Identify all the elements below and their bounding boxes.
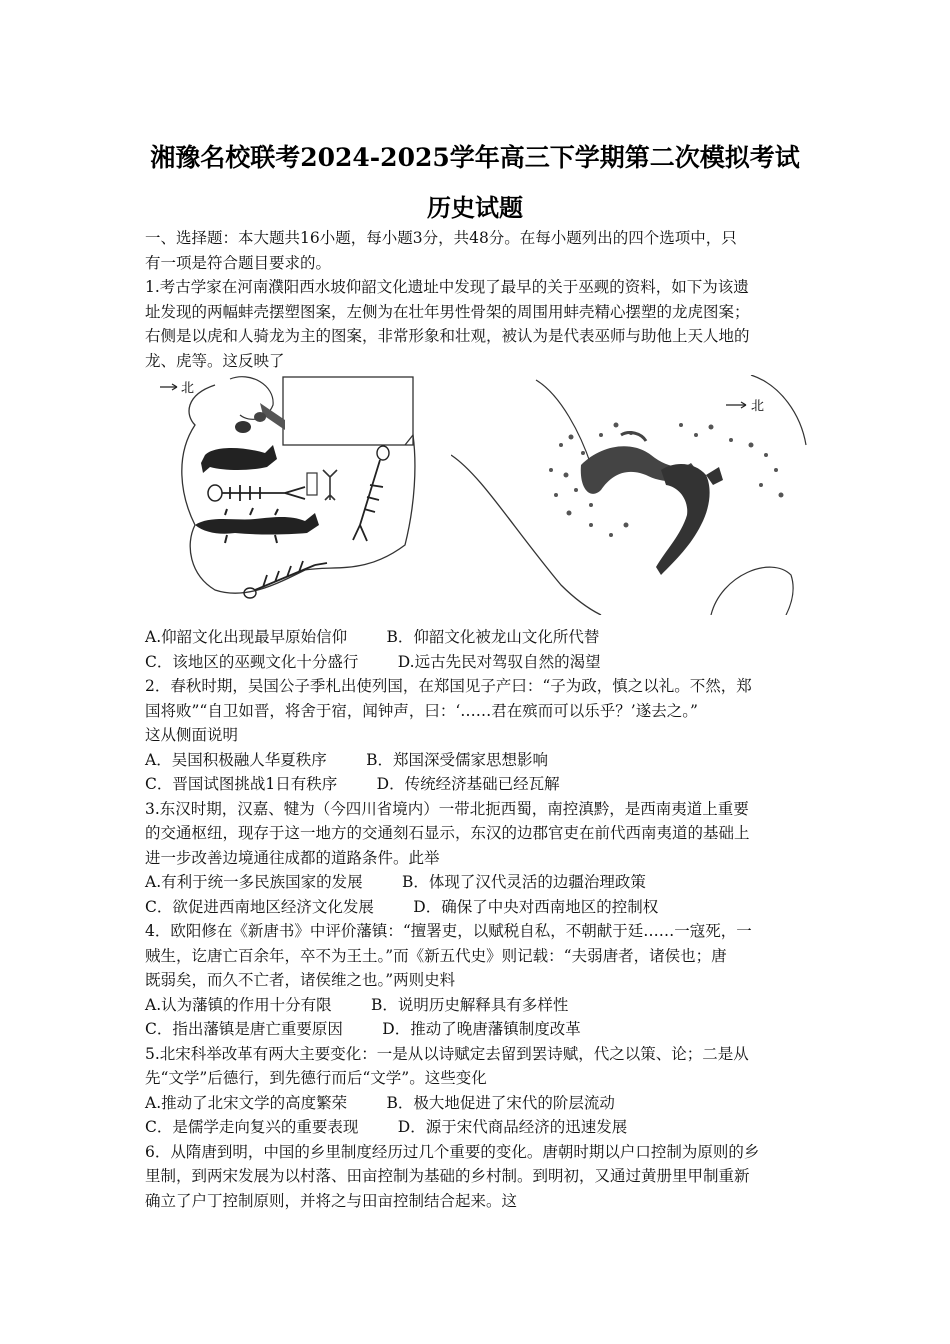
exam-body: [145, 226, 809, 1213]
question-1-line: 右侧是以虎和人骑龙为主的图案，非常形象和壮观，被认为是代表巫师与助他上天人地的: [145, 327, 750, 345]
north-label-left: 北: [181, 381, 195, 396]
exam-subtitle: 历史试题: [427, 193, 523, 222]
north-label-right: 北: [751, 399, 765, 414]
question-6-line: 6．从隋唐到明，中国的乡里制度经历过几个重要的变化。唐朝时期以户口控制为原则的乡: [145, 1142, 760, 1161]
question-5-option-row: C．是儒学走向复兴的重要表现 D．源于宋代商品经济的迅速发展: [145, 1118, 628, 1136]
question-1-line: 龙、虎等。这反映了: [145, 351, 285, 370]
question-2-line: 2．春秋时期，吴国公子季札出使列国，在郑国见子产曰：“子为政，慎之以礼。不然，郑: [145, 677, 752, 695]
question-6-line: 确立了户丁控制原则，并将之与田亩控制结合起来。这: [145, 1191, 518, 1210]
question-2-line: 这从侧面说明: [145, 726, 239, 744]
question-4-line: 既弱矣，而久不亡者，诸侯维之也。”两则史料: [145, 971, 456, 989]
question-6-line: 里制，到两宋发展为以村落、田亩控制为基础的乡村制。到明初，又通过黄册里甲制重新: [145, 1167, 750, 1185]
question-1-option-row: A.仰韶文化出现最早原始信仰 B．仰韶文化被龙山文化所代替: [145, 628, 600, 646]
section-instruction: 有一项是符合题目要求的。: [145, 253, 332, 272]
question-3-line: 的交通枢纽，现存于这一地方的交通刻石显示，东汉的边郡官吏在前代西南夷道的基础上: [145, 824, 750, 842]
question-2-line: 国将败”“自卫如晋，将舍于宿，闻钟声，曰：‘……君在殡而可以乐乎？’遂去之。”: [145, 701, 698, 720]
question-2-option-row: A．吴国积极融人华夏秩序 B．郑国深受儒家思想影响: [145, 750, 549, 769]
question-1-line: 1.考古学家在河南濮阳西水坡仰韶文化遗址中发现了最早的关于巫觋的资料，如下为该遗: [145, 278, 749, 296]
question-3-line: 进一步改善边境通往成都的道路条件。此举: [145, 848, 440, 867]
question-4-option-row: A.认为藩镇的作用十分有限 B．说明历史解释具有多样性: [145, 995, 569, 1014]
section-instruction: 一、选择题：本大题共16小题，每小题3分，共48分。在每小题列出的四个选项中，只: [145, 229, 737, 247]
question-5-line: 先“文学”后德行，到先德行而后“文学”。这些变化: [145, 1069, 487, 1087]
question-4-line: 贼生，讫唐亡百余年，卒不为王土。”而《新五代史》则记载：“夫弱唐者，诸侯也；唐: [145, 946, 727, 965]
question-2-option-row: C．晋国试图挑战1日有秩序 D．传统经济基础已经瓦解: [145, 775, 560, 793]
question-3-line: 3.东汉时期，汉嘉、犍为（今四川省境内）一带北扼西蜀，南控滇黔，是西南夷道上重要: [145, 799, 749, 818]
question-4-line: 4．欧阳修在《新唐书》中评价藩镇：“擅署吏，以赋税自私，不朝献于廷……一寇死，一: [145, 922, 752, 940]
question-3-option-row: A.有利于统一多民族国家的发展 B．体现了汉代灵活的边疆治理政策: [145, 873, 646, 891]
question-5-line: 5.北宋科举改革有两大主要变化：一是从以诗赋定去留到罢诗赋，代之以策、论；二是从: [145, 1044, 749, 1063]
question-3-option-row: C．欲促进西南地区经济文化发展 D．确保了中央对西南地区的控制权: [145, 897, 659, 916]
question-1-line: 址发现的两幅蚌壳摆塑图案，左侧为在壮年男性骨架的周围用蚌壳精心摆塑的龙虎图案；: [145, 302, 750, 321]
shell-mosaic-figure: [145, 375, 809, 625]
question-1-option-row: C．该地区的巫觋文化十分盛行 D.远古先民对驾驭自然的渴望: [145, 652, 601, 671]
left-tomb-diagram: [155, 375, 425, 615]
question-5-option-row: A.推动了北宋文学的高度繁荣 B．极大地促进了宋代的阶层流动: [145, 1093, 615, 1112]
question-4-option-row: C．指出藩镇是唐亡重要原因 D．推动了晚唐藩镇制度改革: [145, 1020, 581, 1038]
right-mosaic-diagram: [451, 375, 811, 615]
exam-title: 湘豫名校联考2024-2025学年高三下学期第二次模拟考试: [150, 143, 800, 172]
